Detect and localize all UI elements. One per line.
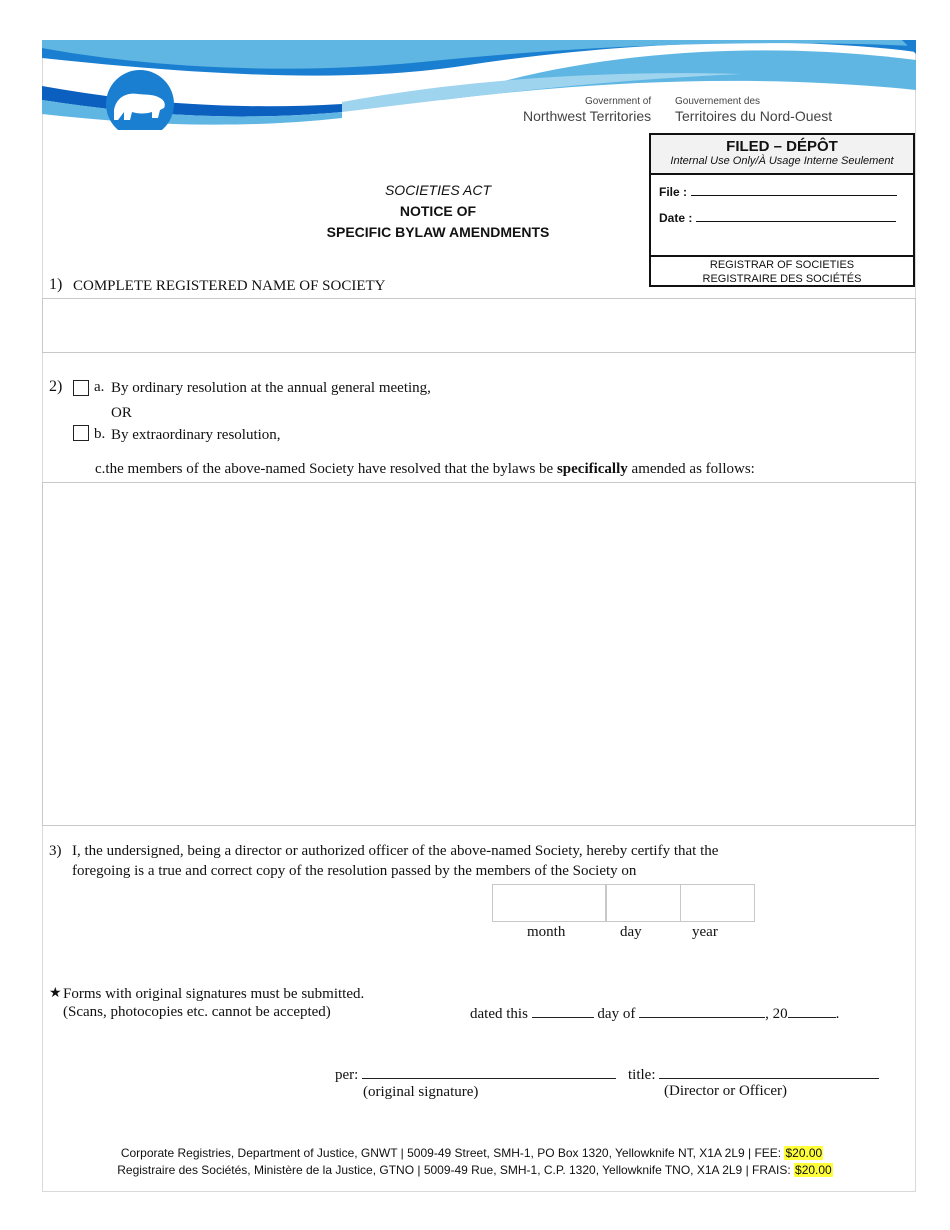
amendments-field[interactable] — [42, 482, 916, 826]
year-prefix: , 20 — [765, 1006, 788, 1022]
date-label: Date : — [659, 211, 693, 225]
option-a-text: By ordinary resolution at the annual general meeting, — [111, 380, 431, 396]
dated-this-label: dated this — [470, 1006, 528, 1022]
gov-en-block — [523, 96, 651, 124]
title-line2: SPECIFIC BYLAW AMENDMENTS — [326, 224, 550, 240]
option-c-bold: specifically — [556, 461, 628, 477]
footer-fr-text: Registraire des Sociétés, Ministère de la Justice, GTNO | 5009-49 Rue, SMH-1, C.P. 1320, Yellowknife TNO, X1A 2L9 | FRAIS: — [117, 1163, 791, 1177]
dated-year-blank[interactable] — [788, 1004, 836, 1018]
gov-fr-block — [675, 96, 832, 124]
file-line — [691, 183, 897, 196]
original-signatures-note: Forms with original signatures must be submitted. — [63, 986, 365, 1002]
day-field[interactable] — [606, 884, 681, 922]
act-name: SOCIETIES ACT — [384, 182, 492, 198]
scans-note: (Scans, photocopies etc. cannot be accepted) — [63, 1004, 331, 1020]
month-label: month — [527, 924, 566, 940]
gov-fr-small: Gouvernement des — [675, 96, 761, 107]
option-c-before: the members of the above-named Society have resolved that the bylaws be — [105, 461, 554, 477]
footer-line-en — [0, 1146, 947, 1160]
certify-line1: I, the undersigned, being a director or authorized officer of the above-named Society, hereby certify that the — [72, 843, 719, 859]
option-a-letter: a. — [94, 379, 105, 395]
star-icon: ★ — [49, 986, 62, 1001]
polar-bear-logo — [106, 70, 174, 130]
dated-line — [470, 1004, 839, 1023]
gov-fr-big: Territoires du Nord-Ouest — [675, 108, 833, 124]
signature-blank[interactable] — [362, 1065, 616, 1079]
filed-header — [651, 135, 913, 175]
filed-title: FILED – DÉPÔT — [726, 138, 838, 155]
per-line — [335, 1065, 616, 1084]
section1-label: COMPLETE REGISTERED NAME OF SOCIETY — [73, 278, 386, 294]
registrar-block — [651, 255, 913, 285]
year-field[interactable] — [680, 884, 755, 922]
option-b-letter: b. — [94, 426, 106, 442]
filed-file-row — [659, 183, 897, 199]
dated-day-blank[interactable] — [532, 1004, 594, 1018]
fee-badge-fr: $20.00 — [795, 1163, 832, 1177]
option-b-text: By extraordinary resolution, — [111, 427, 281, 443]
ordinary-resolution-checkbox[interactable] — [73, 380, 89, 396]
fee-badge-en: $20.00 — [785, 1146, 823, 1160]
dated-period: . — [835, 1006, 840, 1022]
title-line — [628, 1065, 879, 1084]
section3-number: 3) — [49, 843, 62, 859]
title-line1: NOTICE OF — [399, 203, 477, 219]
option-c-after: amended as follows: — [631, 461, 755, 477]
society-name-field[interactable] — [42, 298, 916, 353]
section2-number: 2) — [49, 378, 63, 395]
option-c-block — [95, 461, 755, 478]
dated-month-blank[interactable] — [639, 1004, 765, 1018]
file-label: File : — [659, 185, 688, 199]
gov-en-small: Government of — [584, 96, 652, 107]
filed-subtitle: Internal Use Only/À Usage Interne Seulement — [670, 155, 894, 167]
or-text: OR — [111, 405, 132, 421]
director-officer-caption: (Director or Officer) — [664, 1083, 787, 1099]
date-line — [696, 209, 896, 222]
option-c-letter: c. — [95, 461, 106, 477]
year-label: year — [692, 924, 718, 940]
filed-box — [649, 133, 915, 287]
original-signature-caption: (original signature) — [363, 1084, 479, 1100]
filed-date-row — [659, 209, 896, 225]
form-title — [238, 180, 638, 243]
footer-line-fr — [0, 1163, 950, 1177]
month-field[interactable] — [492, 884, 606, 922]
registrar-en: REGISTRAR OF SOCIETIES — [709, 259, 855, 271]
day-label: day — [620, 924, 642, 940]
title-blank[interactable] — [659, 1065, 879, 1079]
footer-en-text: Corporate Registries, Department of Justice, GNWT | 5009-49 Street, SMH-1, PO Box 1320, Yellowknife NT, X1A 2L9 | FEE: — [120, 1146, 782, 1160]
section1-number: 1) — [49, 276, 63, 293]
per-label: per: — [335, 1067, 359, 1083]
certify-line2: foregoing is a true and correct copy of the resolution passed by the members of the Society on — [72, 863, 637, 879]
registrar-fr: REGISTRAIRE DES SOCIÉTÉS — [702, 273, 862, 285]
gov-en-big: Northwest Territories — [523, 108, 652, 124]
title-label: title: — [628, 1067, 656, 1083]
day-of-label: day of — [597, 1006, 636, 1022]
extraordinary-resolution-checkbox[interactable] — [73, 425, 89, 441]
